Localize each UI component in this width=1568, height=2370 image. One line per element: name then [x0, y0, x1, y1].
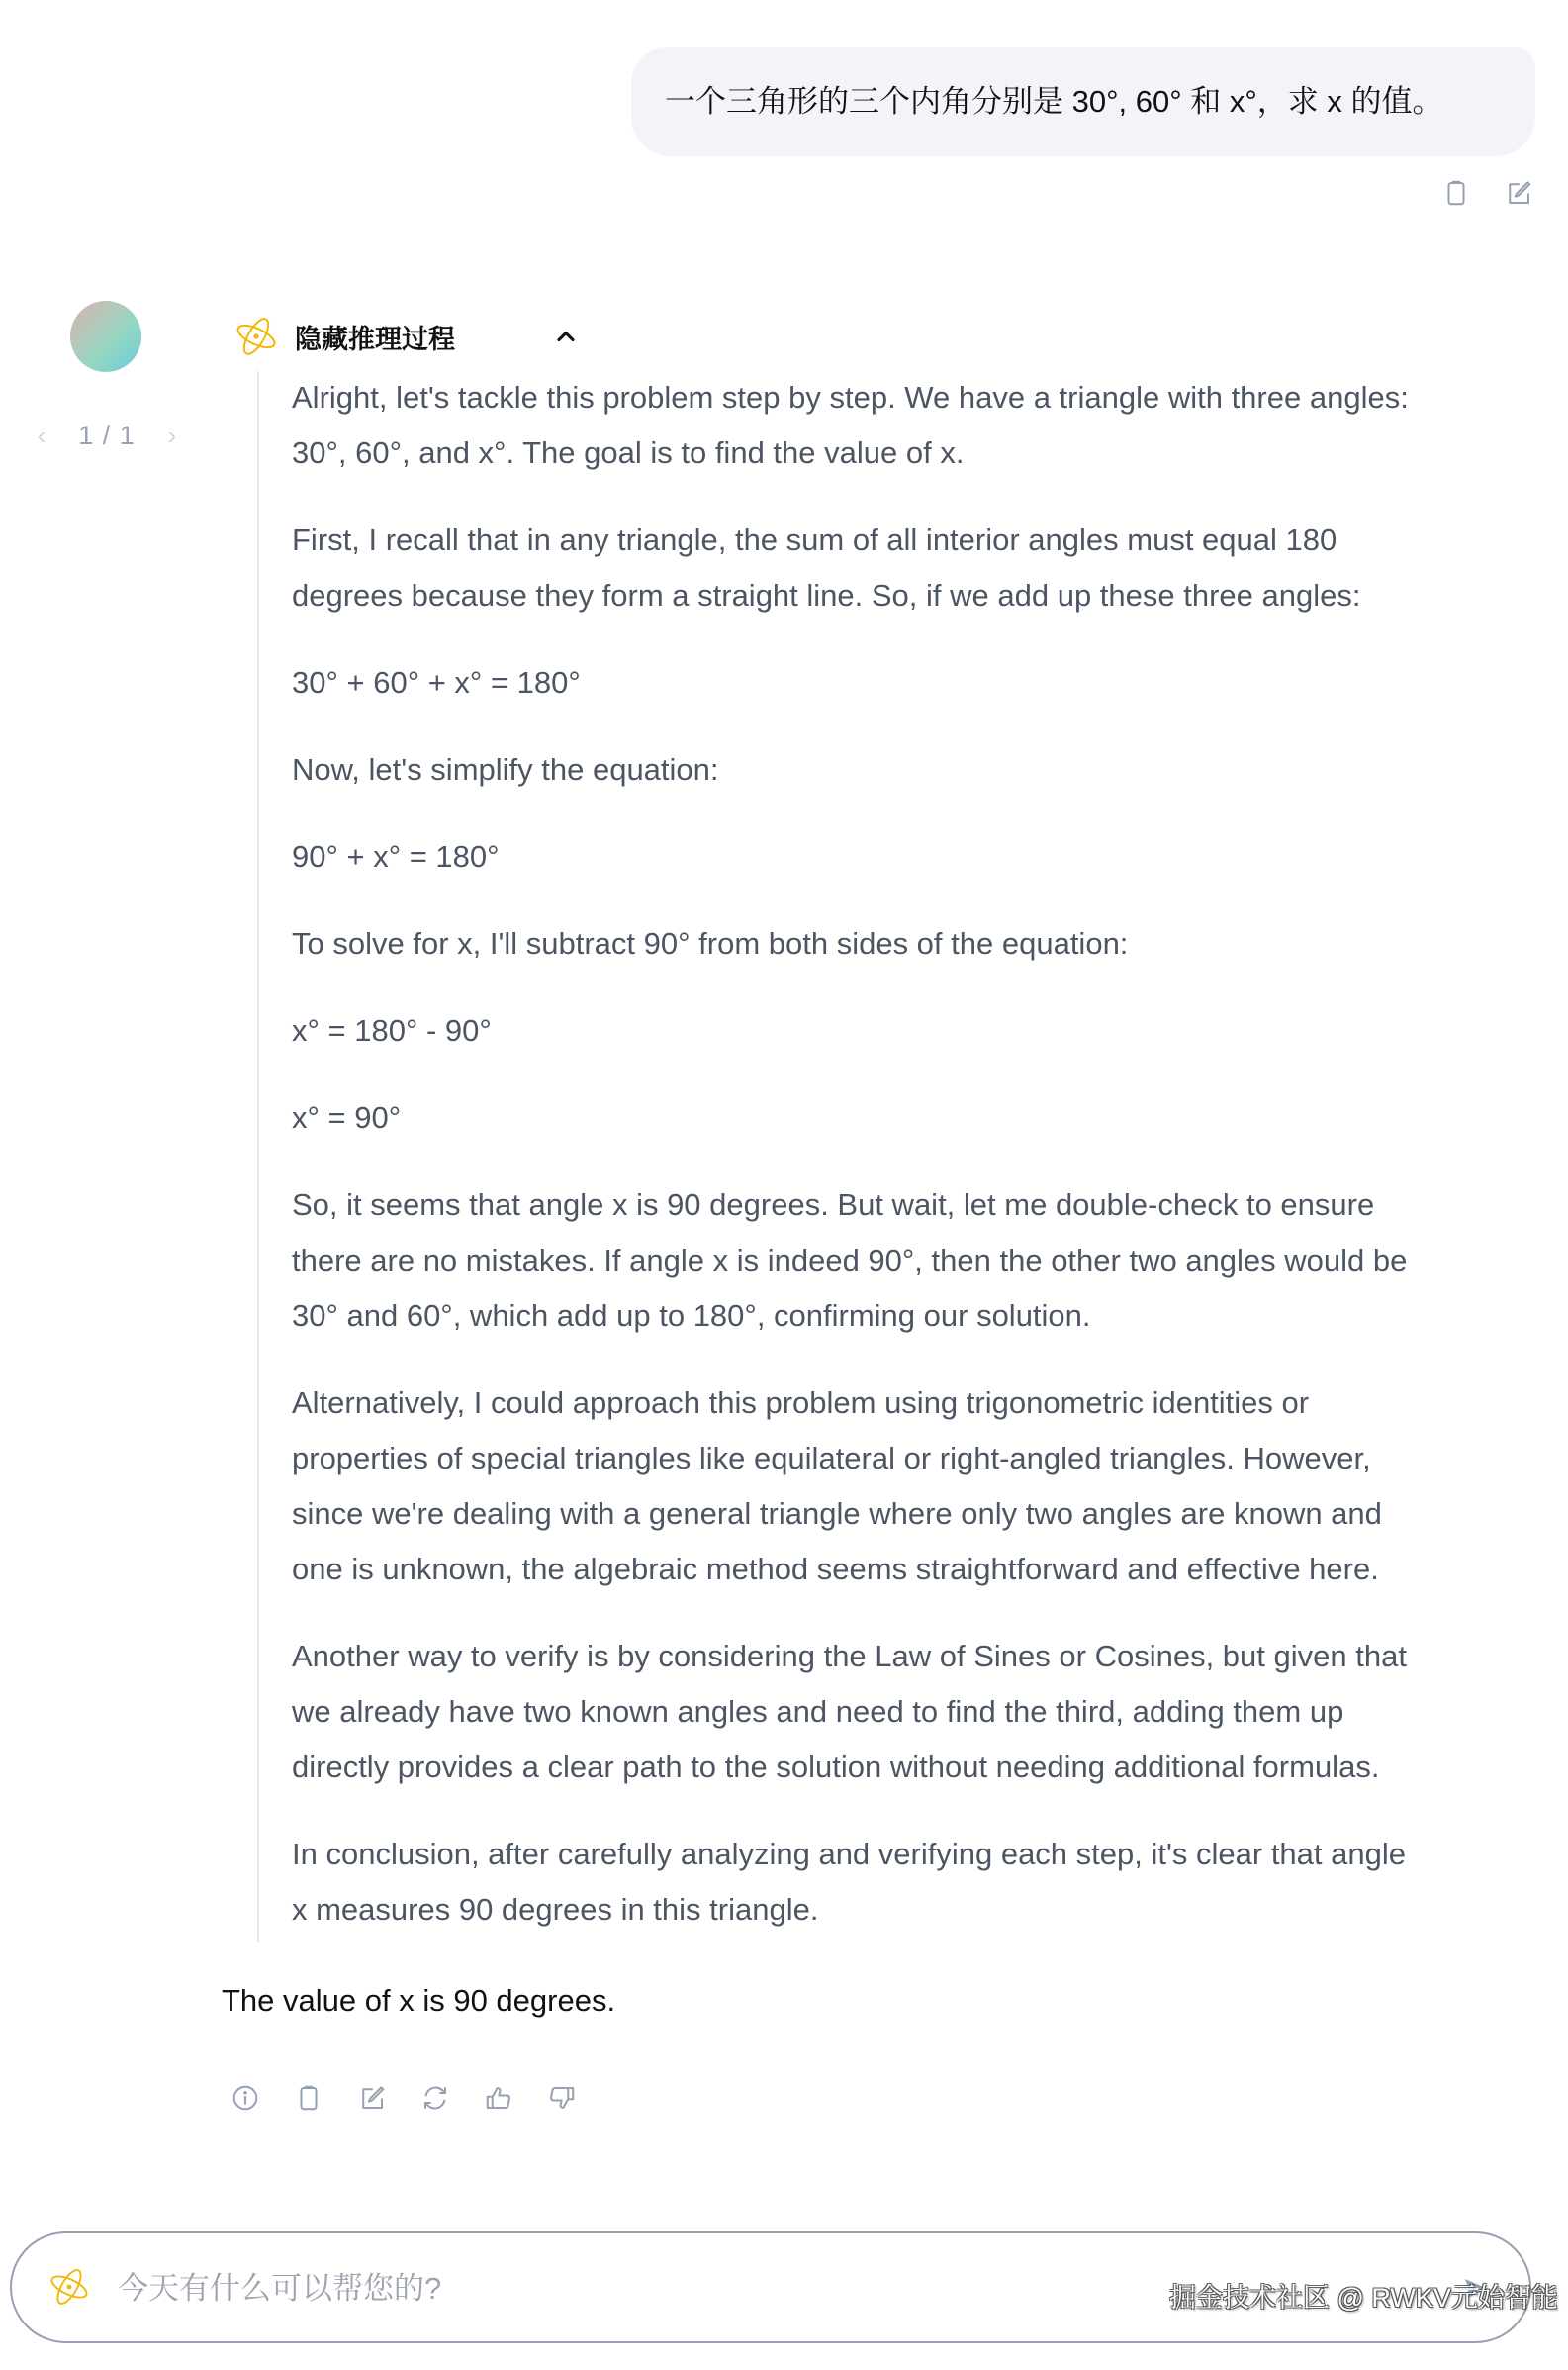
reasoning-content [292, 370, 1548, 1969]
reasoning-line: properties of special triangles like equilateral or right-angled triangles. However, [292, 1441, 1371, 1475]
edit-icon [357, 2083, 387, 2113]
thumbs-up-icon [484, 2083, 513, 2113]
atom-icon [233, 316, 279, 357]
pager-count: 1 / 1 [78, 420, 136, 450]
reasoning-line: Another way to verify is by considering the Law of Sines or Cosines, but given that [292, 1639, 1407, 1673]
reasoning-line: we already have two known angles and need to find the third, adding them up [292, 1694, 1344, 1729]
reasoning-line: So, it seems that angle x is 90 degrees. But wait, let me double-check to ensure [292, 1187, 1375, 1222]
refresh-icon [420, 2083, 450, 2113]
copy-answer-button[interactable] [292, 2081, 325, 2115]
reasoning-paragraph [292, 1090, 1548, 1146]
reasoning-paragraph [292, 742, 1548, 798]
reasoning-line: In conclusion, after carefully analyzing and verifying each step, it's clear that angle [292, 1837, 1406, 1871]
reasoning-toggle[interactable] [233, 315, 455, 358]
reasoning-paragraph [292, 513, 1548, 623]
user-message-text: 一个三角形的三个内角分别是 30°, 60° 和 x°，求 x 的值。 [665, 84, 1443, 119]
reasoning-paragraph [292, 829, 1548, 885]
reasoning-line: degrees because they form a straight line. So, if we add up these three angles: [292, 578, 1361, 613]
edit-user-message-button[interactable] [1502, 176, 1535, 210]
reasoning-toggle-label: 隐藏推理过程 [295, 324, 455, 354]
copy-user-message-button[interactable] [1439, 176, 1473, 210]
reasoning-line: 30° and 60°, which add up to 180°, confirming our solution. [292, 1298, 1091, 1333]
reasoning-line: Now, let's simplify the equation: [292, 752, 719, 787]
reasoning-line: First, I recall that in any triangle, the sum of all interior angles must equal 180 [292, 522, 1337, 557]
response-pager [30, 416, 184, 455]
reasoning-line: x° = 180° - 90° [292, 1013, 492, 1048]
like-button[interactable] [482, 2081, 515, 2115]
reasoning-line: one is unknown, the algebraic method seems straightforward and effective here. [292, 1552, 1379, 1586]
clipboard-icon [294, 2083, 323, 2113]
reasoning-border [257, 371, 259, 1942]
reasoning-paragraph [292, 1003, 1548, 1059]
reasoning-paragraph [292, 1375, 1548, 1597]
regenerate-button[interactable] [418, 2081, 452, 2115]
edit-icon [1504, 178, 1533, 208]
reasoning-line: since we're dealing with a general triangle where only two angles are known and [292, 1496, 1382, 1531]
info-icon [231, 2083, 260, 2113]
atom-icon [47, 2267, 91, 2307]
reasoning-line: there are no mistakes. If angle x is indeed 90°, then the other two angles would be [292, 1243, 1408, 1278]
watermark: 掘金技术社区 @ RWKV元始智能 [1169, 2283, 1558, 2313]
reasoning-line: x° = 90° [292, 1100, 402, 1135]
user-message-bubble [631, 47, 1535, 156]
reasoning-paragraph [292, 1629, 1548, 1795]
reasoning-paragraph [292, 1827, 1548, 1938]
reasoning-line: Alright, let's tackle this problem step by step. We have a triangle with three angles: [292, 380, 1409, 415]
reasoning-line: To solve for x, I'll subtract 90° from both sides of the equation: [292, 926, 1129, 961]
thumbs-down-icon [547, 2083, 577, 2113]
prev-response-button[interactable]: ‹ [37, 420, 46, 450]
reasoning-paragraph [292, 370, 1548, 481]
assistant-answer: The value of x is 90 degrees. [222, 1983, 616, 2018]
reasoning-paragraph [292, 1178, 1548, 1344]
next-response-button[interactable]: › [167, 420, 177, 450]
dislike-button[interactable] [545, 2081, 579, 2115]
reasoning-paragraph [292, 916, 1548, 972]
reasoning-line: 30° + 60° + x° = 180° [292, 665, 581, 700]
reasoning-line: Alternatively, I could approach this problem using trigonometric identities or [292, 1385, 1310, 1420]
reasoning-line: directly provides a clear path to the solution without needing additional formulas. [292, 1750, 1380, 1784]
reasoning-paragraph [292, 655, 1548, 711]
reasoning-line: 90° + x° = 180° [292, 839, 500, 874]
chevron-up-icon[interactable] [552, 323, 580, 350]
assistant-avatar [70, 301, 141, 372]
reasoning-line: 30°, 60°, and x°. The goal is to find the value of x. [292, 435, 965, 470]
clipboard-icon [1441, 178, 1471, 208]
edit-answer-button[interactable] [355, 2081, 389, 2115]
reasoning-line: x measures 90 degrees in this triangle. [292, 1892, 819, 1927]
info-button[interactable] [229, 2081, 262, 2115]
